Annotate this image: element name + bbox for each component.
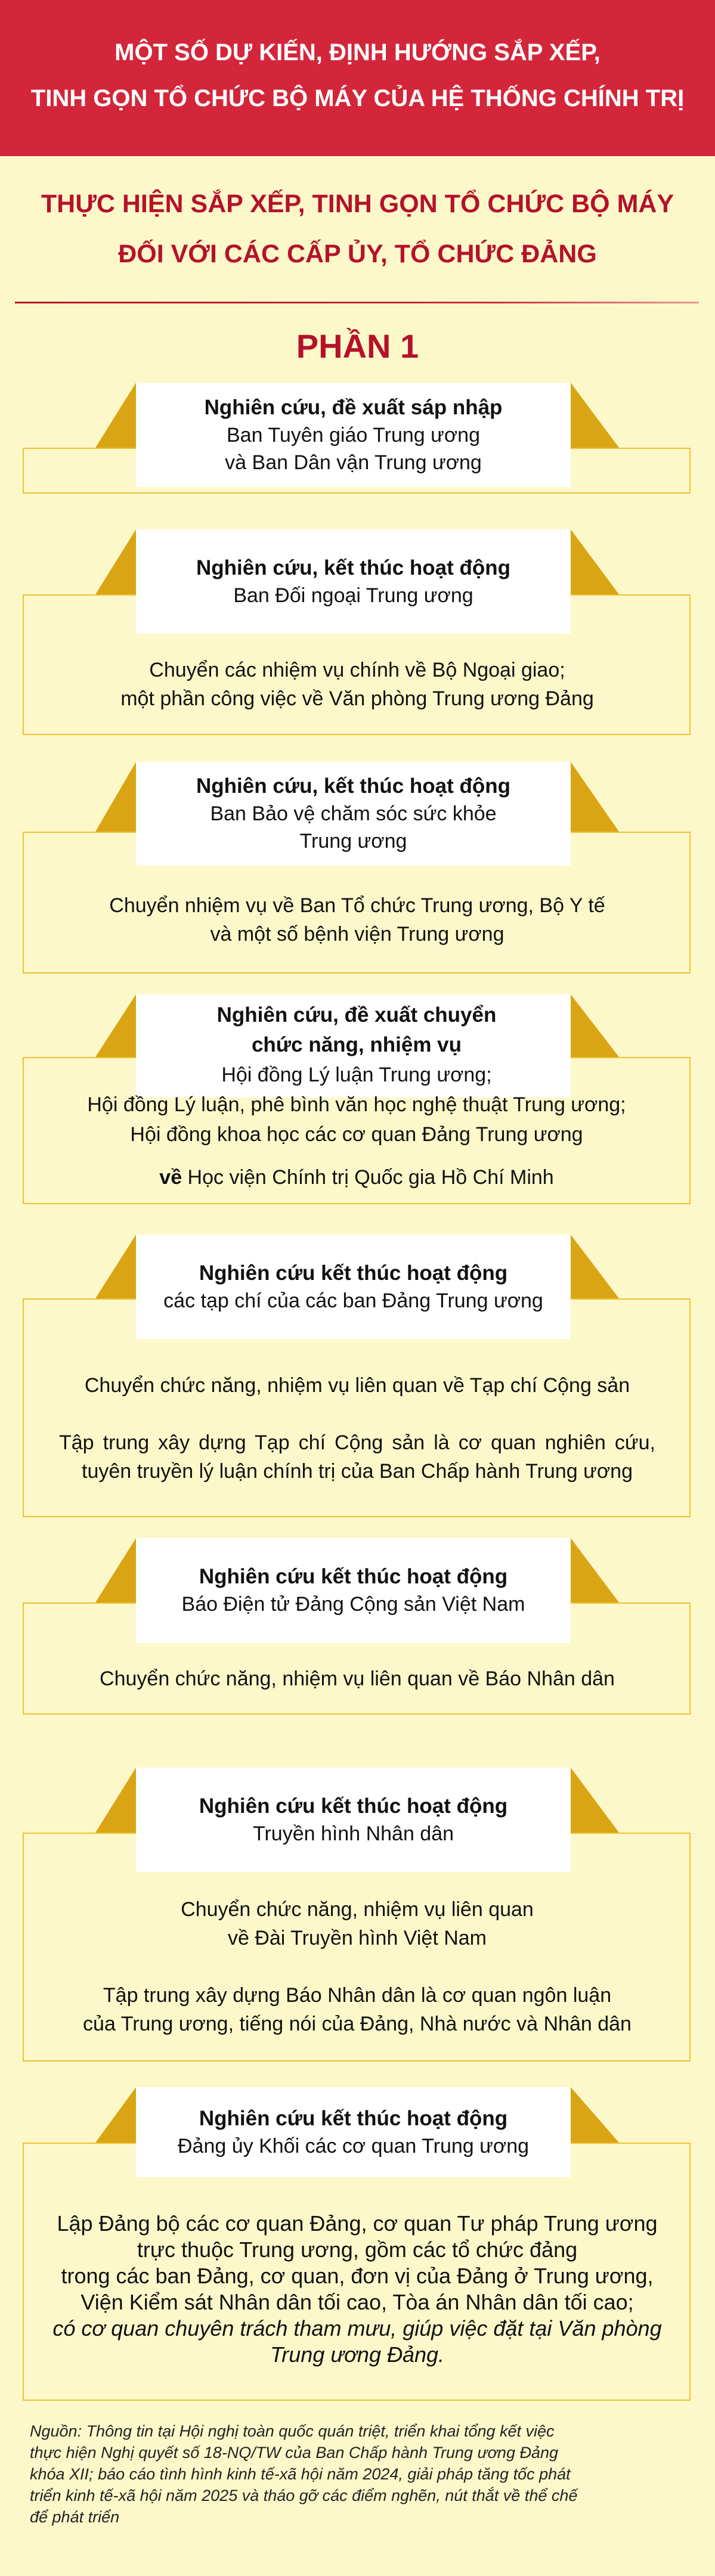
card-body-text — [36, 866, 679, 974]
fold-triangle — [95, 1538, 136, 1602]
card-body-text — [36, 634, 679, 735]
card-paragraph — [59, 1428, 655, 1486]
info-card — [0, 529, 715, 735]
paragraph-line: Chuyển các nhiệm vụ chính về Bộ Ngoại giao; — [149, 659, 565, 681]
card-label — [136, 1235, 571, 1339]
section-title-line-2: ĐỐI VỚI CÁC CẤP ỦY, TỔ CHỨC ĐẢNG — [118, 240, 597, 268]
card-heading: Nghiên cứu, kết thúc hoạt động — [196, 556, 510, 579]
paragraph-line: của Trung ương, tiếng nói của Đảng, Nhà nước và Nhân dân — [83, 2013, 632, 2035]
card-body-text — [36, 1872, 679, 2062]
card-subject: Ban Bảo vệ chăm sóc sức khỏe — [210, 802, 497, 825]
source-line: khóa XII; báo cáo tình hình kinh tế-xã hội năm 2024, giải pháp tăng tốc phát — [30, 2465, 571, 2483]
card-paragraph — [83, 1981, 632, 2038]
target-name: Học viện Chính trị Quốc gia Hồ Chí Minh — [182, 1166, 554, 1189]
paragraph-line: có cơ quan chuyên trách tham mưu, giúp việc đặt tại Văn phòng — [52, 2315, 662, 2341]
card-paragraph — [100, 1664, 615, 1693]
paragraph-line: và một số bệnh viện Trung ương — [210, 922, 504, 946]
paragraph-line: Chuyển nhiệm vụ về Ban Tổ chức Trung ương, Bộ Y tế — [109, 894, 605, 917]
card-paragraph — [109, 891, 605, 948]
source-line: thực hiện Nghị quyết số 18-NQ/TW của Ban Chấp hành Trung ương Đảng — [30, 2444, 559, 2462]
fold-triangle — [95, 529, 136, 594]
info-card — [0, 1235, 715, 1517]
card-target — [159, 1163, 553, 1192]
fold-triangle — [571, 529, 619, 594]
target-keyword: về — [159, 1166, 182, 1189]
header-banner — [0, 0, 715, 156]
card-subject: Đảng ủy Khối các cơ quan Trung ương — [177, 2134, 530, 2157]
fold-triangle — [571, 762, 619, 832]
paragraph-line: Chuyển chức năng, nhiệm vụ liên quan — [181, 1898, 534, 1921]
source-line: để phát triển — [30, 2508, 120, 2526]
card-label — [136, 2087, 571, 2177]
card-label — [136, 529, 571, 634]
info-card — [0, 2087, 715, 2401]
card-heading: Nghiên cứu, kết thúc hoạt động — [196, 774, 510, 798]
card-paragraph — [181, 1895, 534, 1952]
fold-triangle — [571, 1235, 619, 1298]
paragraph-line: Tập trung xây dựng Tạp chí Cộng sản là cơ quan nghiên cứu, tuyên truyền lý luận chính trị của Ban Chấp hành Trung ương — [59, 1431, 655, 1483]
card-heading: Nghiên cứu kết thúc hoạt động — [199, 1794, 508, 1818]
card-label — [136, 383, 571, 487]
card-paragraph — [120, 656, 594, 713]
source-line: triển kinh tế-xã hội năm 2025 và tháo gỡ các điểm nghẽn, nút thắt về thể chế — [30, 2487, 578, 2504]
card-heading: Nghiên cứu kết thúc hoạt động — [199, 1261, 508, 1285]
fold-triangle — [571, 1538, 619, 1602]
card-label — [136, 1768, 571, 1872]
fold-triangle — [95, 1768, 136, 1833]
card-heading: Nghiên cứu kết thúc hoạt động — [199, 1565, 508, 1588]
fold-triangle — [571, 1768, 619, 1833]
card-subject: Hội đồng khoa học các cơ quan Đảng Trung ương — [130, 1123, 583, 1146]
fold-triangle — [95, 383, 136, 448]
main-title-line-2: TINH GỌN TỔ CHỨC BỘ MÁY CỦA HỆ THỐNG CHÍNH TRỊ — [30, 85, 685, 111]
card-subject: Hội đồng Lý luận, phê bình văn học nghệ thuật Trung ương; — [87, 1093, 626, 1116]
card-subject: Báo Điện tử Đảng Cộng sản Việt Nam — [181, 1593, 525, 1616]
card-label — [136, 1538, 571, 1643]
card-heading: Nghiên cứu, đề xuất sáp nhập — [204, 395, 503, 419]
paragraph-line: trong các ban Đảng, cơ quan, đơn vị của Đảng ở Trung ương, — [61, 2263, 654, 2288]
paragraph-line: Chuyển chức năng, nhiệm vụ liên quan về Báo Nhân dân — [100, 1667, 615, 1690]
paragraph-line: trực thuộc Trung ương, gồm các tổ chức đảng — [137, 2237, 578, 2262]
main-title-line-1: MỘT SỐ DỰ KIẾN, ĐỊNH HƯỚNG SẮP XẾP, — [114, 39, 601, 66]
fold-triangle — [571, 383, 619, 448]
card-label-text — [23, 1000, 691, 1192]
card-subject: Hội đồng Lý luận Trung ương; — [221, 1064, 492, 1086]
fold-triangle — [95, 762, 136, 832]
card-body-text — [36, 1339, 679, 1517]
card-paragraph — [57, 2211, 658, 2315]
fold-triangle — [95, 1235, 136, 1298]
card-paragraph — [52, 2315, 661, 2368]
card-subject: Ban Đối ngoại Trung ương — [233, 584, 473, 607]
info-card — [0, 383, 715, 494]
card-subject: Truyền hình Nhân dân — [252, 1822, 454, 1845]
card-heading: chức năng, nhiệm vụ — [251, 1033, 462, 1056]
card-body-text — [36, 1643, 679, 1715]
fold-triangle — [571, 2087, 619, 2143]
paragraph-line: một phần công việc về Văn phòng Trung ương Đảng — [120, 687, 594, 710]
card-heading: Nghiên cứu, đề xuất chuyển — [216, 1003, 497, 1027]
card-heading: Nghiên cứu kết thúc hoạt động — [199, 2106, 508, 2130]
info-card — [0, 994, 715, 1204]
card-subject: Trung ương — [299, 830, 407, 853]
paragraph-line: Chuyển chức năng, nhiệm vụ liên quan về Tạp chí Cộng sản — [84, 1374, 630, 1397]
section-title-line-1: THỰC HIỆN SẮP XẾP, TINH GỌN TỔ CHỨC BỘ MÁY — [41, 190, 674, 218]
paragraph-line: Lập Đảng bộ các cơ quan Đảng, cơ quan Tư pháp Trung ương — [57, 2211, 658, 2236]
paragraph-line: Viện Kiểm sát Nhân dân tối cao, Tòa án Nhân dân tối cao; — [81, 2289, 634, 2314]
divider — [15, 302, 699, 303]
info-card — [0, 1768, 715, 2062]
fold-triangle — [95, 2087, 136, 2143]
paragraph-line: Tập trung xây dựng Báo Nhân dân là cơ quan ngôn luận — [103, 1984, 612, 2007]
info-card — [0, 762, 715, 974]
source-line: Nguồn: Thông tin tại Hội nghị toàn quốc quán triệt, triển khai tổng kết việc — [30, 2422, 555, 2440]
card-subject: và Ban Dân vận Trung ương — [225, 451, 482, 474]
card-label — [136, 762, 571, 866]
paragraph-line: Trung ương Đảng. — [270, 2342, 445, 2367]
card-subject: Ban Tuyên giáo Trung ương — [227, 423, 480, 447]
card-body-text — [36, 2177, 679, 2401]
paragraph-line: về Đài Truyền hình Việt Nam — [227, 1927, 487, 1949]
card-subject: các tạp chí của các ban Đảng Trung ương — [163, 1289, 543, 1312]
info-card — [0, 1538, 715, 1715]
source-note — [30, 2420, 577, 2528]
card-paragraph — [85, 1371, 630, 1400]
part-heading: PHẦN 1 — [296, 327, 419, 365]
